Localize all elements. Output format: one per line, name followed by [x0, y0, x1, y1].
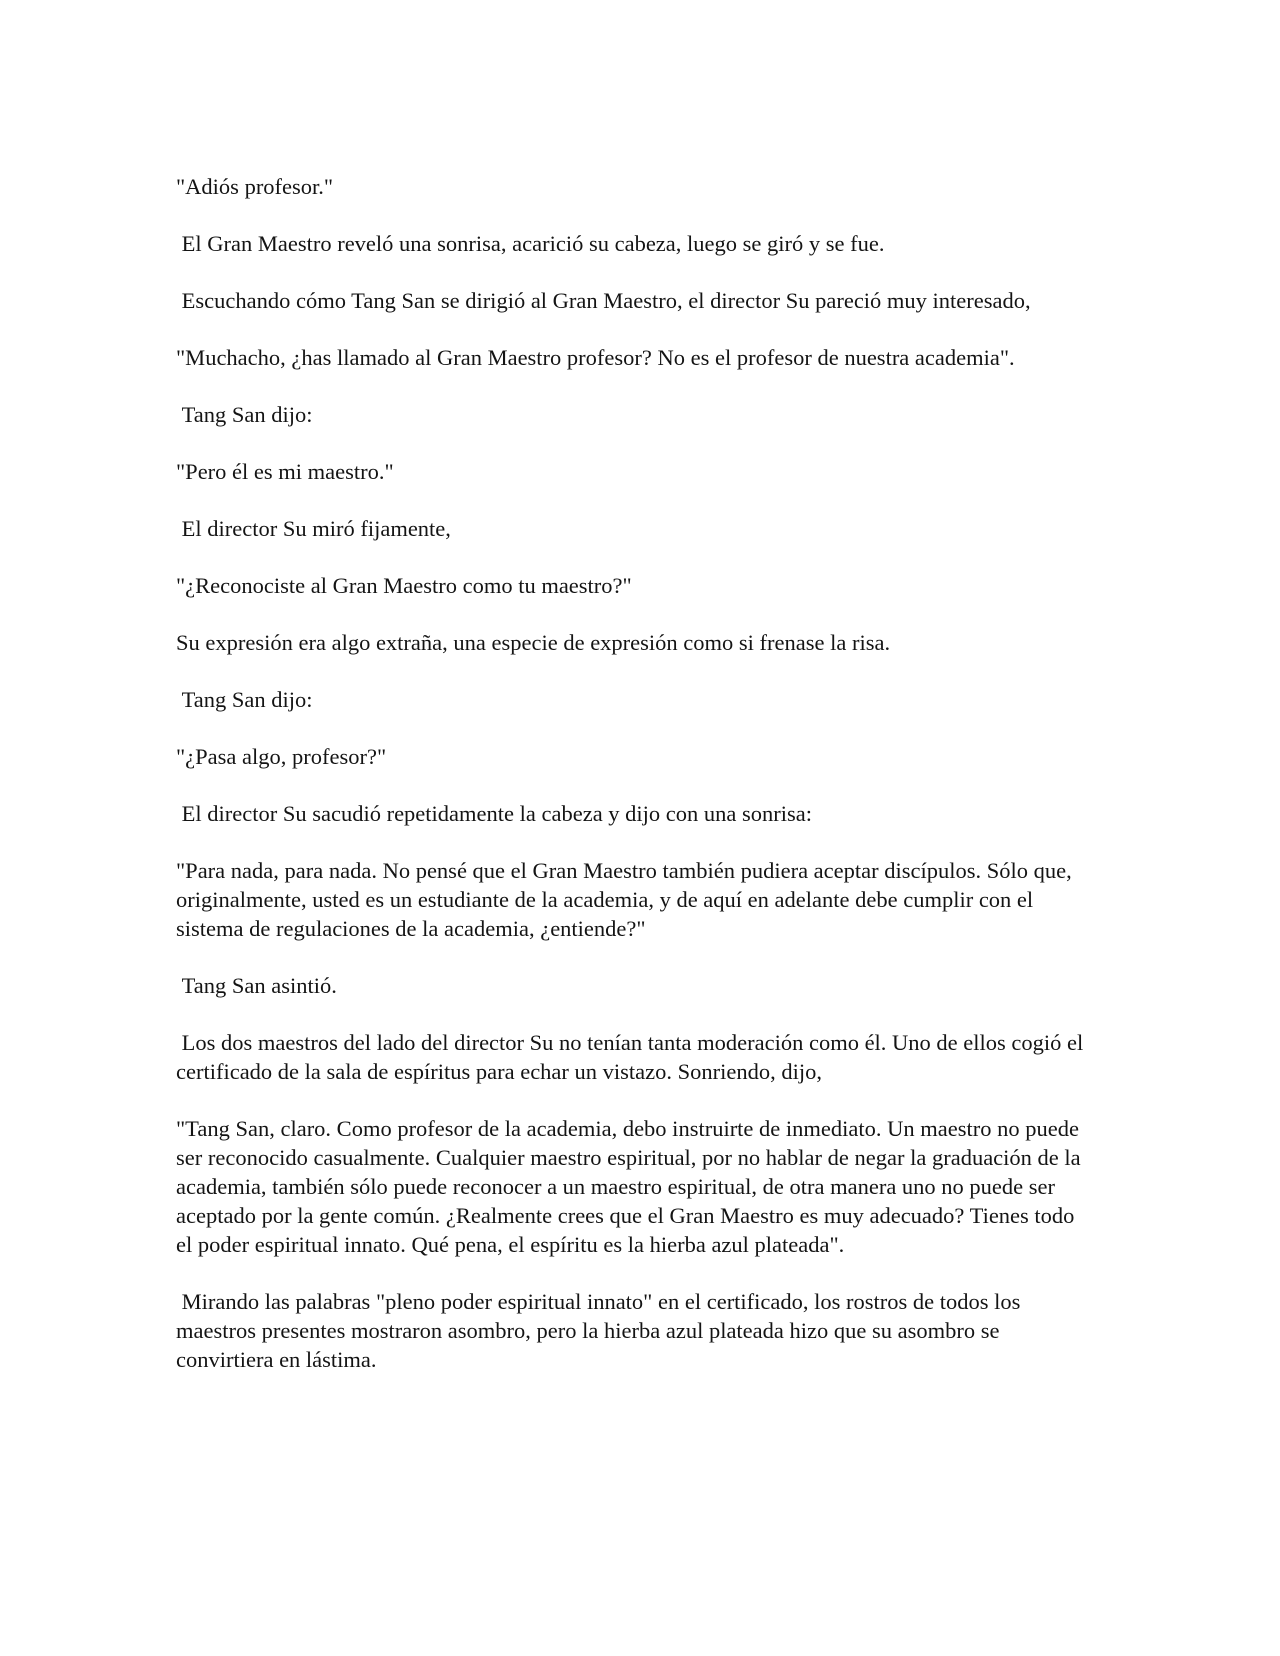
paragraph: "Tang San, claro. Como profesor de la academia, debo instruirte de inmediato. Un maestro no puede ser reconocido casualmente. Cualquier maestro espiritual, por no hablar de negar la graduación de la academia, también sólo puede reconocer a un maestro espiritual, de otra manera uno no puede ser aceptado por la gente común. ¿Realmente crees que el Gran Maestro es muy adecuado? Tienes todo el poder espiritual innato. Qué pena, el espíritu es la hierba azul plateada".	[176, 1116, 1087, 1257]
paragraph: Mirando las palabras "pleno poder espiritual innato" en el certificado, los rostros de todos los maestros presentes mostraron asombro, pero la hierba azul plateada hizo que su asombro se convirtiera en lástima.	[176, 1289, 1027, 1372]
paragraph: Los dos maestros del lado del director Su no tenían tanta moderación como él. Uno de ellos cogió el certificado de la sala de espíritus para echar un vistazo. Sonriendo, dijo,	[176, 1030, 1089, 1084]
paragraph: "Pero él es mi maestro."	[176, 459, 394, 484]
paragraph: Su expresión era algo extraña, una especie de expresión como si frenase la risa.	[176, 630, 891, 655]
paragraph: "¿Reconociste al Gran Maestro como tu maestro?"	[176, 573, 632, 598]
paragraph: El Gran Maestro reveló una sonrisa, acarició su cabeza, luego se giró y se fue.	[176, 231, 885, 256]
paragraph: Tang San asintió.	[176, 973, 337, 998]
paragraph: El director Su sacudió repetidamente la cabeza y dijo con una sonrisa:	[176, 801, 813, 826]
paragraph: Tang San dijo:	[176, 687, 313, 712]
paragraph: Tang San dijo:	[176, 402, 313, 427]
paragraph: "¿Pasa algo, profesor?"	[176, 744, 387, 769]
paragraph: "Para nada, para nada. No pensé que el Gran Maestro también pudiera aceptar discípulos. Sólo que, originalmente, usted es un estudiante de la academia, y de aquí en adelante debe cumplir con el sistema de regulaciones de la academia, ¿entiende?"	[176, 858, 1078, 941]
paragraph: "Muchacho, ¿has llamado al Gran Maestro profesor? No es el profesor de nuestra academia".	[176, 345, 1015, 370]
document-page	[176, 172, 1096, 1402]
paragraph: Escuchando cómo Tang San se dirigió al Gran Maestro, el director Su pareció muy interesado,	[176, 288, 1031, 313]
paragraph: "Adiós profesor."	[176, 174, 334, 199]
paragraph: El director Su miró fijamente,	[176, 516, 451, 541]
